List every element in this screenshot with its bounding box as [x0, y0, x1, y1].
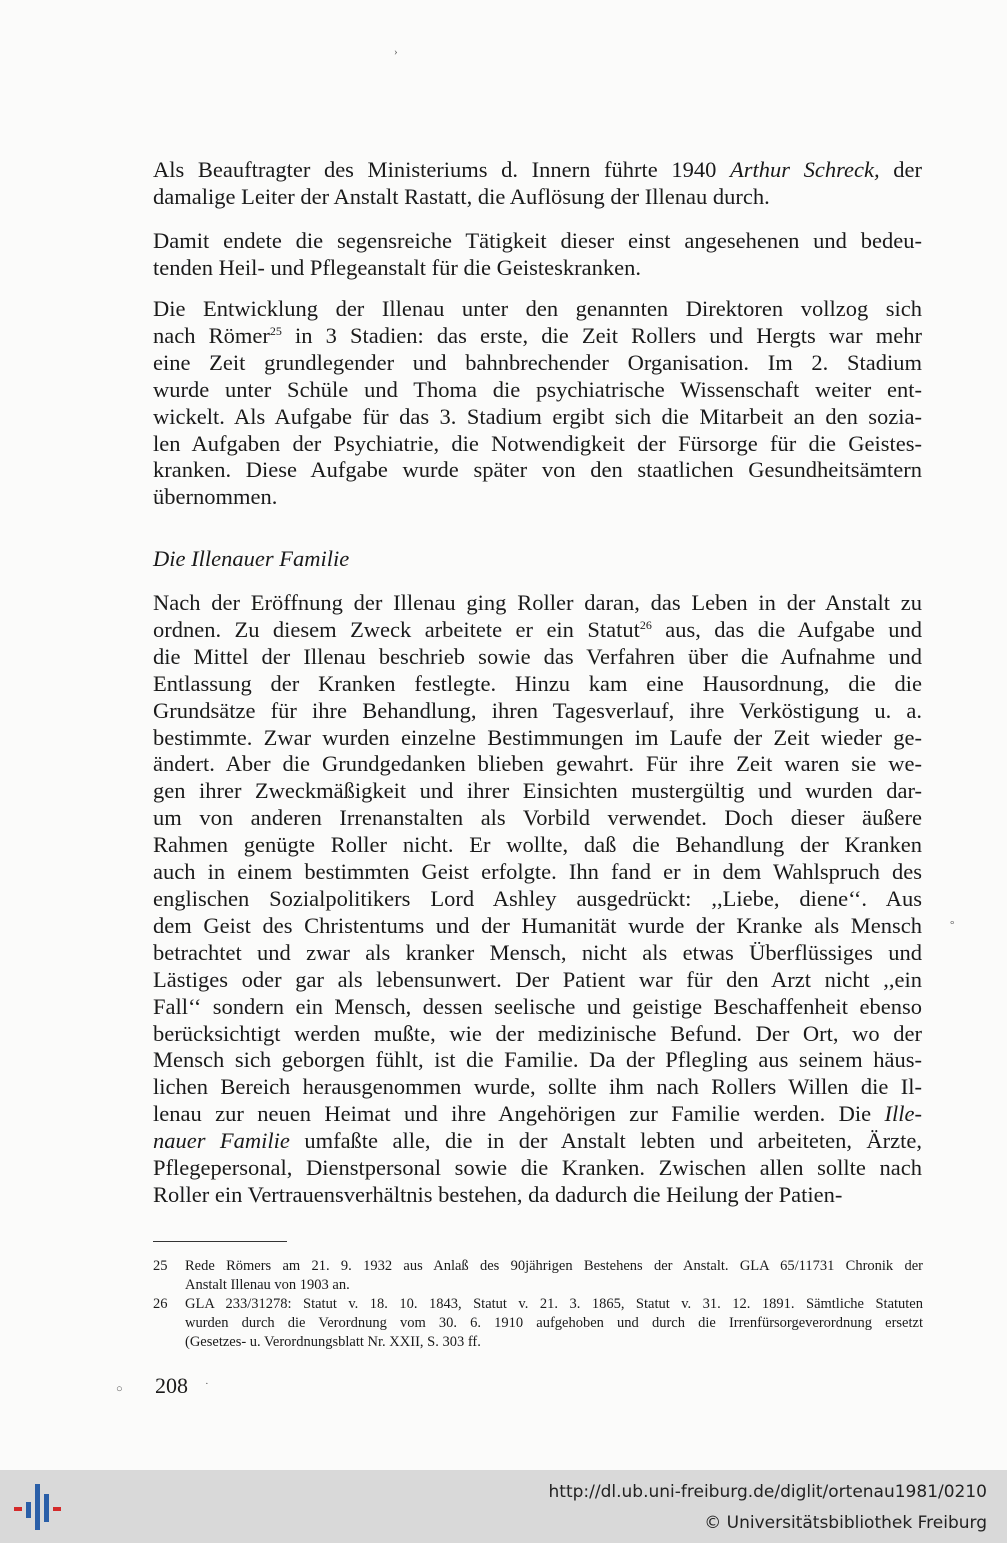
- line-text: dem Geist des Christentums und der Humanität wurde der Kranke als Mensch: [153, 912, 922, 938]
- paragraph-2: [153, 228, 922, 282]
- line-text: nach Römer: [153, 322, 270, 348]
- line-text: wurde unter Schüle und Thoma die psychiatrische Wissenschaft weiter ent-: [153, 376, 922, 402]
- line-text: gen ihrer Zweckmäßigkeit und ihrer Einsichten mustergültig und wurden dar-: [153, 778, 922, 804]
- footnote-text: [185, 1295, 923, 1352]
- footnote-25: [153, 1257, 923, 1295]
- line-text: ordnen. Zu diesem Zweck arbeitete er ein Statut: [153, 616, 640, 642]
- text-line: [153, 1047, 922, 1074]
- line-text: in 3 Stadien: das erste, die Zeit Rollers und Hergts war mehr: [281, 322, 922, 348]
- text-line: [153, 751, 922, 778]
- line-text: Nach der Eröffnung der Illenau ging Roller daran, das Leben in der Anstalt zu: [153, 590, 922, 615]
- text-line: [153, 1182, 922, 1209]
- margin-mark-right: ·: [205, 1378, 209, 1390]
- line-text: Als Beauftragter des Ministeriums d. Innern führte 1940: [153, 157, 731, 182]
- text-line: [153, 457, 922, 484]
- text-line: [153, 590, 922, 617]
- line-text: lenau zur neuen Heimat und ihre Angehörigen zur Familie werden. Die: [153, 1101, 885, 1127]
- text-line: [153, 323, 922, 350]
- line-text: kranken. Diese Aufgabe wurde später von den staatlichen Gesundheitsämtern: [153, 457, 922, 483]
- footnote-line: (Gesetzes- u. Verordnungsblatt Nr. XXII, S. 303 ff.: [185, 1334, 481, 1350]
- text-line: [153, 350, 922, 377]
- text-line: [153, 484, 922, 511]
- line-text: übernommen.: [153, 484, 278, 510]
- text-line: [153, 404, 922, 431]
- text-line: [153, 778, 922, 805]
- line-text: betrachtet und zwar als kranker Mensch, nicht als etwas Überflüssiges und: [153, 939, 922, 965]
- margin-mark-left: ○: [116, 1383, 123, 1395]
- text-line: [153, 671, 922, 698]
- paragraph-1: [153, 157, 922, 211]
- line-text: Grundsätze für ihre Behandlung, ihren Tagesverlauf, ihre Verköstigung u. a.: [153, 697, 922, 723]
- text-line: [153, 157, 922, 184]
- text-line: [153, 940, 922, 967]
- ub-freiburg-logo-icon: [14, 1480, 64, 1534]
- footnote-26: [153, 1295, 923, 1352]
- footnote-number: 26: [153, 1296, 168, 1312]
- text-line: [153, 644, 922, 671]
- footnote-rule: [153, 1241, 287, 1242]
- text-line: [153, 725, 922, 752]
- italic-name: nauer Familie: [153, 1128, 290, 1154]
- line-text: ändert. Aber die Grundgedanken blieben gewahrt. Für ihre Zeit waren sie we-: [153, 751, 922, 777]
- line-text: englischen Sozialpolitikers Lord Ashley ausgedrückt: ,,Liebe, diene‘‘. Aus: [153, 885, 922, 911]
- text-line: [153, 994, 922, 1021]
- footnote-line: Rede Römers am 21. 9. 1932 aus Anlaß des 90jährigen Bestehens der Anstalt. GLA 65/11731 Chronik der: [185, 1258, 923, 1274]
- margin-mark: °: [950, 919, 955, 931]
- text-line: [153, 377, 922, 404]
- text-line: [153, 832, 922, 859]
- copyright-notice: © Universitätsbibliothek Freiburg: [704, 1513, 987, 1533]
- italic-name: Ille-: [884, 1101, 922, 1127]
- line-text: Entlassung der Kranken festlegte. Hinzu kam eine Hausordnung, die die: [153, 670, 922, 696]
- line-text: Roller ein Vertrauensverhältnis bestehen, da dadurch die Heilung der Patien-: [153, 1181, 843, 1207]
- paragraph-3: [153, 296, 922, 511]
- italic-name: Arthur Schreck,: [730, 157, 880, 182]
- text-line: [153, 296, 922, 323]
- line-text: damalige Leiter der Anstalt Rastatt, die Auflösung der Illenau durch.: [153, 183, 770, 209]
- line-text: umfaßte alle, die in der Anstalt lebten und arbeiteten, Ärzte,: [289, 1128, 922, 1154]
- source-url-link[interactable]: http://dl.ub.uni-freiburg.de/diglit/ortenau1981/0210: [548, 1482, 987, 1502]
- line-text: bestimmte. Zwar wurden einzelne Bestimmungen im Laufe der Zeit wieder ge-: [153, 724, 922, 750]
- text-line: [153, 886, 922, 913]
- line-text: len Aufgaben der Psychiatrie, die Notwendigkeit der Fürsorge für die Geistes-: [153, 430, 922, 456]
- footnote-line: Anstalt Illenau von 1903 an.: [185, 1277, 350, 1293]
- line-text: die Mittel der Illenau beschrieb sowie das Verfahren über die Aufnahme und: [153, 643, 922, 669]
- footnote-text: [185, 1257, 923, 1295]
- text-line: [153, 1155, 922, 1182]
- footnote-line: GLA 233/31278: Statut v. 18. 10. 1843, Statut v. 21. 3. 1865, Statut v. 31. 12. 1891. Sämtliche Statuten: [185, 1296, 923, 1312]
- footnote-ref: 25: [269, 323, 282, 338]
- line-text: lichen Bereich herausgenommen wurde, sollte ihm nach Rollers Willen die Il-: [153, 1074, 922, 1100]
- line-text: aus, das die Aufgabe und: [651, 616, 922, 642]
- text-line: [153, 698, 922, 725]
- paragraph-4: [153, 590, 922, 1209]
- section-heading: Die Illenauer Familie: [153, 546, 350, 571]
- footnote-number: 25: [153, 1258, 168, 1274]
- line-text: Rahmen genügte Roller nicht. Er wollte, daß die Behandlung der Kranken: [153, 832, 922, 858]
- text-line: [153, 431, 922, 458]
- line-text: Die Entwicklung der Illenau unter den genannten Direktoren vollzog sich: [153, 296, 922, 321]
- library-footer: [0, 1470, 1007, 1543]
- text-line: [153, 184, 922, 211]
- scan-mark: ›: [394, 46, 398, 58]
- line-text: Fall‘‘ sondern ein Mensch, dessen seelische und geistige Beschaffenheit ebenso: [153, 993, 922, 1019]
- text-line: [153, 859, 922, 886]
- line-text: auch in einem bestimmten Geist erfolgte. Ihn fand er in dem Wahlspruch des: [153, 859, 922, 885]
- line-text: wickelt. Als Aufgabe für das 3. Stadium ergibt sich die Mitarbeit an den sozia-: [153, 403, 922, 429]
- page-number: 208: [155, 1373, 188, 1398]
- text-line: [153, 1101, 922, 1128]
- line-text: berücksichtigt werden mußte, wie der medizinische Befund. Der Ort, wo der: [153, 1020, 922, 1046]
- footnote-line: wurden durch die Verordnung vom 30. 6. 1910 aufgehoben und durch die Irrenfürsorgeverordnung ersetzt: [185, 1315, 923, 1331]
- text-line: [153, 617, 922, 644]
- text-line: [153, 1021, 922, 1048]
- line-text: der: [879, 157, 922, 182]
- text-line: [153, 1074, 922, 1101]
- text-line: tenden Heil- und Pflegeanstalt für die Geisteskranken.: [153, 254, 641, 280]
- line-text: eine Zeit grundlegender und bahnbrechender Organisation. Im 2. Stadium: [153, 349, 922, 375]
- text-line: [153, 913, 922, 940]
- text-line: [153, 1128, 922, 1155]
- line-text: Pflegepersonal, Dienstpersonal sowie die Kranken. Zwischen allen sollte nach: [153, 1155, 922, 1181]
- text-line: [153, 967, 922, 994]
- text-line: Damit endete die segensreiche Tätigkeit dieser einst angesehenen und bedeu-: [153, 228, 922, 253]
- line-text: um von anderen Irrenanstalten als Vorbild verwendet. Doch dieser äußere: [153, 805, 922, 831]
- line-text: Lästiges oder gar als lebensunwert. Der Patient war für den Arzt nicht ,,ein: [153, 966, 922, 992]
- text-line: [153, 805, 922, 832]
- footnote-ref: 26: [639, 617, 652, 632]
- line-text: Mensch sich geborgen fühlt, ist die Familie. Da der Pflegling aus seinem häus-: [153, 1047, 922, 1073]
